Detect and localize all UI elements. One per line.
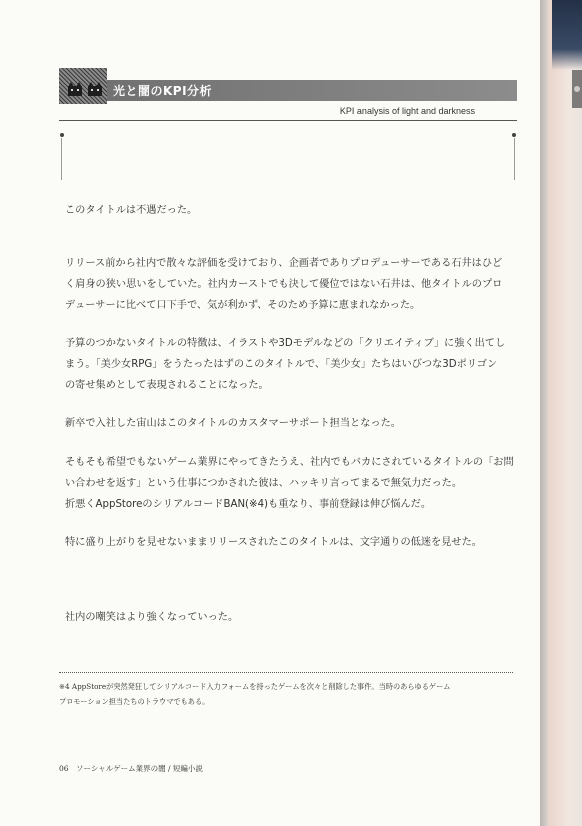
body-line: く肩身の狭い思いをしていた。社内カーストでも決して優位ではない石井は、他タイトルのプロ (65, 279, 503, 290)
left-bracket-line (61, 138, 62, 180)
cat-icon (88, 86, 102, 96)
body-line: リリース前から社内で散々な評価を受けており、企画者でありプロデューサーである石井はひど (65, 258, 503, 269)
body-line: 社内の嘲笑はより強くなっていった。 (65, 612, 239, 623)
body-line: 新卒で入社した宙山はこのタイトルのカスタマーサポート担当となった。 (65, 418, 401, 429)
rule-dot (60, 133, 64, 137)
next-page-edge (548, 0, 582, 826)
index-tab-dot (574, 86, 580, 92)
body-line: このタイトルは不遇だった。 (65, 205, 198, 216)
right-bracket-line (514, 138, 515, 180)
body-line: 予算のつかないタイトルの特徴は、イラストや3Dモデルなどの「クリエイティブ」に強く出てし (65, 338, 506, 349)
body-line: まう。「美少女RPG」をうたったはずのこのタイトルで、「美少女」たちはいびつな3Dポリゴン (65, 359, 498, 370)
cat-icon (68, 86, 82, 96)
footnote-separator (59, 672, 513, 673)
body-line: 特に盛り上がりを見せないままリリースされたこのタイトルは、文字通りの低迷を見せた。 (65, 537, 482, 548)
body-line: そもそも希望でもないゲーム業界にやってきたうえ、社内でもバカにされているタイトルの「お問 (65, 457, 514, 468)
page-folio: 06 ソーシャルゲーム業界の闇 / 短編小説 (59, 764, 203, 773)
footnote-line: プロモーション担当たちのトラウマでもある。 (59, 697, 210, 706)
header-rule (59, 120, 517, 121)
footnote-line: ※4 AppStoreが突然発狂してシリアルコード入力フォームを持ったゲームを次々と削除した事件。当時のあらゆるゲーム (59, 682, 451, 691)
page-gutter-shadow (540, 0, 548, 826)
rule-dot (512, 133, 516, 137)
body-line: い合わせを返す」という仕事につかされた彼は、ハッキリ言ってまるで無気力だった。 (65, 478, 463, 489)
body-line: 折悪くAppStoreのシリアルコードBAN(※4)も重なり、事前登録は伸び悩んだ。 (65, 499, 432, 510)
section-title: 光と闇のKPI分析 (113, 84, 213, 98)
body-line: デューサーに比べて口下手で、気が利かず、そのため予算に恵まれなかった。 (65, 300, 421, 311)
section-subtitle: KPI analysis of light and darkness (339, 106, 475, 116)
body-line: の寄せ集めとして表現されることになった。 (65, 380, 269, 391)
